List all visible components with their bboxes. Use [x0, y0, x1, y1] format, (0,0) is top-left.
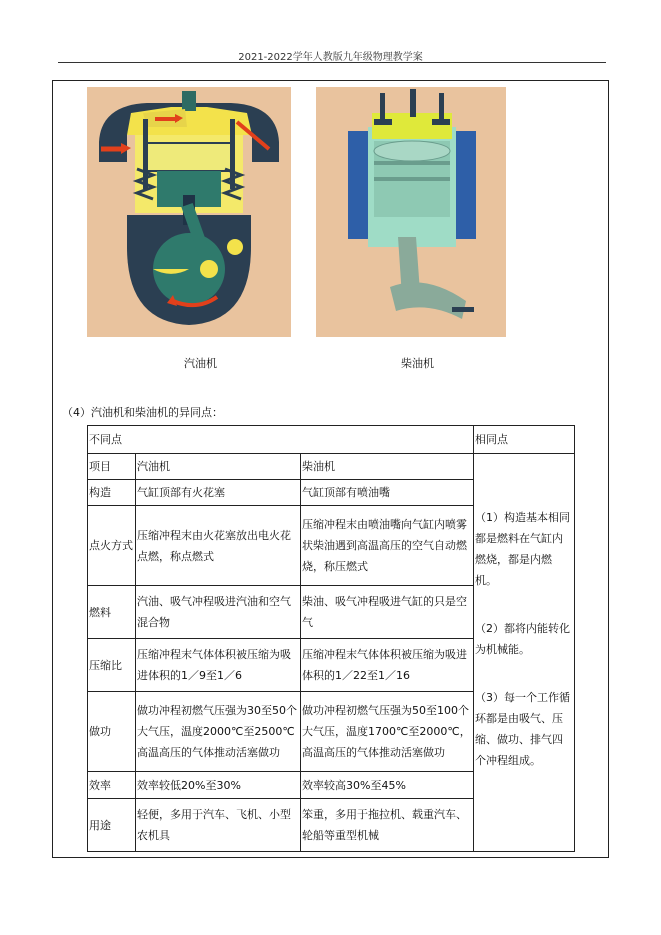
row-label: 做功	[88, 692, 136, 772]
row-label: 点火方式	[88, 506, 136, 586]
diesel-cell: 柴油机	[301, 454, 474, 480]
diesel-engine-image	[316, 87, 506, 337]
section-heading: （4）汽油机和柴油机的异同点：	[62, 406, 223, 419]
row-label: 用途	[88, 799, 136, 852]
gasoline-engine-image	[87, 87, 291, 337]
gasoline-engine-diagram	[87, 87, 291, 337]
similarity-item: （3）每一个工作循环都是由吸气、压缩、做功、排气四个冲程组成。	[475, 691, 570, 767]
diff-header: 不同点	[88, 426, 474, 454]
diesel-cell: 压缩冲程末气体体积被压缩为吸进体积的1／22至1／16	[301, 639, 474, 692]
same-header: 相同点	[474, 426, 575, 454]
table-row	[88, 426, 575, 454]
row-label: 效率	[88, 772, 136, 799]
similarities-cell	[474, 454, 575, 852]
diesel-engine-diagram	[316, 87, 506, 337]
figure-caption-gasoline: 汽油机	[184, 357, 217, 370]
gasoline-cell: 压缩冲程末气体体积被压缩为吸进体积的1／9至1／6	[136, 639, 301, 692]
diesel-cell: 柴油、吸气冲程吸进气缸的只是空气	[301, 586, 474, 639]
gasoline-cell: 汽油机	[136, 454, 301, 480]
gasoline-cell: 压缩冲程末由火花塞放出电火花点燃，称点燃式	[136, 506, 301, 586]
page-header: 2021-2022学年人教版九年级物理教学案	[238, 52, 423, 63]
gasoline-cell: 轻便，多用于汽车、飞机、小型农机具	[136, 799, 301, 852]
comparison-table	[87, 425, 575, 852]
row-label: 项目	[88, 454, 136, 480]
diesel-cell: 气缸顶部有喷油嘴	[301, 480, 474, 506]
row-label: 压缩比	[88, 639, 136, 692]
diesel-cell: 压缩冲程末由喷油嘴向气缸内喷雾状柴油遇到高温高压的空气自动燃烧，称压燃式	[301, 506, 474, 586]
diesel-cell: 笨重，多用于拖拉机、载重汽车、轮船等重型机械	[301, 799, 474, 852]
row-label: 构造	[88, 480, 136, 506]
diesel-cell: 效率较高30%至45%	[301, 772, 474, 799]
table-row	[88, 454, 575, 480]
figure-caption-diesel: 柴油机	[401, 357, 434, 370]
header-divider	[58, 62, 606, 63]
similarity-item: （2）都将内能转化为机械能。	[475, 622, 570, 656]
row-label: 燃料	[88, 586, 136, 639]
gasoline-cell: 效率较低20%至30%	[136, 772, 301, 799]
gasoline-cell: 做功冲程初燃气压强为30至50个大气压，温度2000℃至2500℃高温高压的气体推动活塞做功	[136, 692, 301, 772]
gasoline-cell: 气缸顶部有火花塞	[136, 480, 301, 506]
gasoline-cell: 汽油、吸气冲程吸进汽油和空气混合物	[136, 586, 301, 639]
similarity-item: （1）构造基本相同都是燃料在气缸内燃烧，都是内燃机。	[475, 511, 570, 587]
diesel-cell: 做功冲程初燃气压强为50至100个大气压，温度1700℃至2000℃，高温高压的气体推动活塞做功	[301, 692, 474, 772]
